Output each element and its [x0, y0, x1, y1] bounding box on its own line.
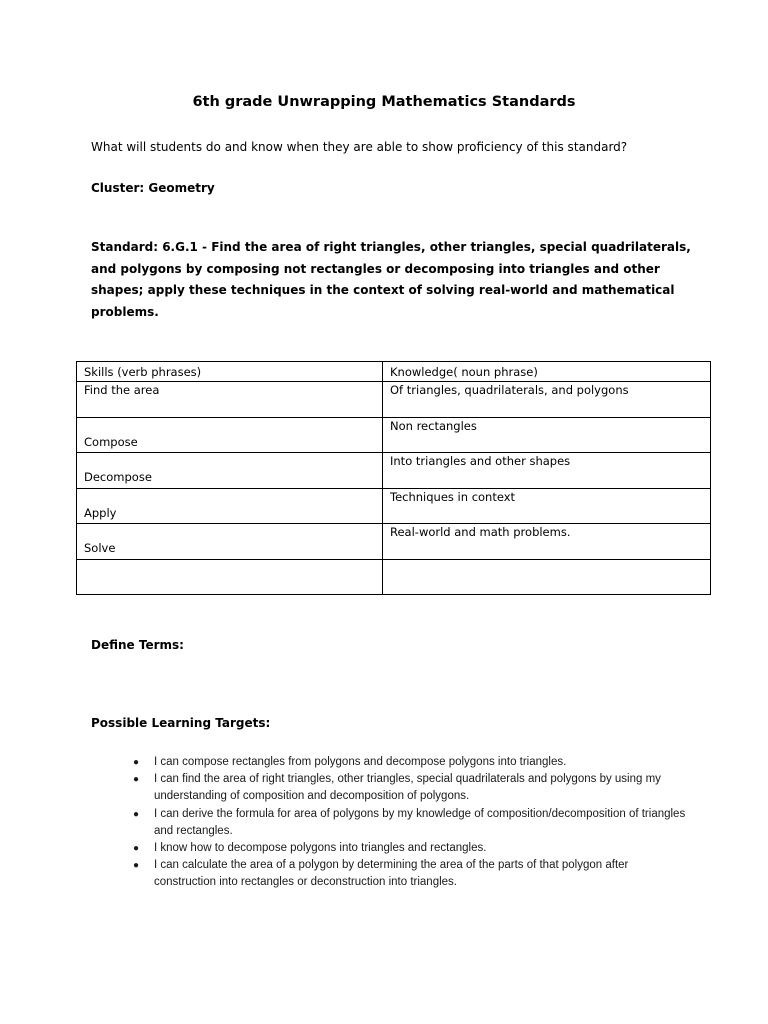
standard-text: Standard: 6.G.1 - Find the area of right triangles, other triangles, special quadrilaterals, and polygons by composing not rectangles or decomposing into triangles and other shapes; apply these techniques in the context of solving real-world and mathematical problems.	[91, 240, 691, 319]
knowledge-cell	[383, 488, 711, 524]
knowledge-text: Into triangles and other shapes	[390, 454, 571, 468]
list-item	[133, 840, 693, 857]
bullet-icon: ●	[133, 808, 140, 820]
knowledge-cell	[383, 524, 711, 560]
learning-target-text: I can find the area of right triangles, other triangles, special quadrilaterals and polygons by using my understanding of composition and decomposition of polygons.	[154, 773, 661, 803]
learning-target-text: I can derive the formula for area of polygons by my knowledge of composition/decomposition of triangles and rectangles.	[154, 807, 686, 837]
table-row	[77, 417, 711, 453]
skill-cell	[77, 382, 383, 418]
skill-cell	[77, 488, 383, 524]
table-row	[77, 524, 711, 560]
skill-text	[84, 560, 375, 561]
table-row	[77, 382, 711, 418]
bullet-icon: ●	[133, 860, 140, 872]
skill-text: Solve	[84, 541, 116, 555]
table-header-row	[77, 362, 711, 382]
skill-text: Compose	[84, 434, 138, 449]
knowledge-text: Of triangles, quadrilaterals, and polygons	[390, 383, 629, 397]
list-item	[133, 806, 693, 840]
list-item	[133, 771, 693, 805]
skills-header: Skills (verb phrases)	[77, 362, 383, 382]
bullet-icon: ●	[133, 843, 140, 855]
knowledge-text: Techniques in context	[390, 489, 516, 504]
knowledge-cell	[383, 559, 711, 595]
skills-knowledge-table	[76, 361, 711, 595]
knowledge-text: Real-world and math problems.	[390, 525, 571, 539]
skill-cell	[77, 559, 383, 595]
knowledge-text	[390, 560, 703, 561]
table-row	[77, 453, 711, 489]
learning-targets-heading: Possible Learning Targets:	[91, 716, 271, 730]
guiding-question: What will students do and know when they are able to show proficiency of this standard?	[91, 140, 628, 154]
knowledge-header: Knowledge( noun phrase)	[383, 362, 711, 382]
list-item	[133, 857, 693, 891]
skill-cell	[77, 453, 383, 489]
cluster-label: Cluster: Geometry	[91, 181, 215, 195]
learning-target-text: I can calculate the area of a polygon by determining the area of the parts of that polygon after construction into rectangles or deconstruction into triangles.	[154, 859, 629, 889]
document-title: 6th grade Unwrapping Mathematics Standards	[192, 94, 576, 110]
skill-cell	[77, 417, 383, 453]
skill-text: Decompose	[84, 470, 152, 484]
learning-target-text: I can compose rectangles from polygons and decompose polygons into triangles.	[154, 756, 567, 768]
list-item	[133, 754, 693, 771]
table-row	[77, 559, 711, 595]
knowledge-cell	[383, 417, 711, 453]
skill-text: Find the area	[84, 383, 160, 397]
learning-targets-list	[133, 754, 693, 892]
skill-cell	[77, 524, 383, 560]
skill-text: Apply	[84, 505, 117, 520]
knowledge-cell	[383, 453, 711, 489]
table-row	[77, 488, 711, 524]
learning-target-text: I know how to decompose polygons into triangles and rectangles.	[154, 842, 487, 855]
bullet-icon: ●	[133, 774, 140, 786]
bullet-icon: ●	[133, 757, 140, 768]
knowledge-text: Non rectangles	[390, 418, 477, 433]
knowledge-cell	[383, 382, 711, 418]
define-terms-heading: Define Terms:	[91, 638, 184, 652]
